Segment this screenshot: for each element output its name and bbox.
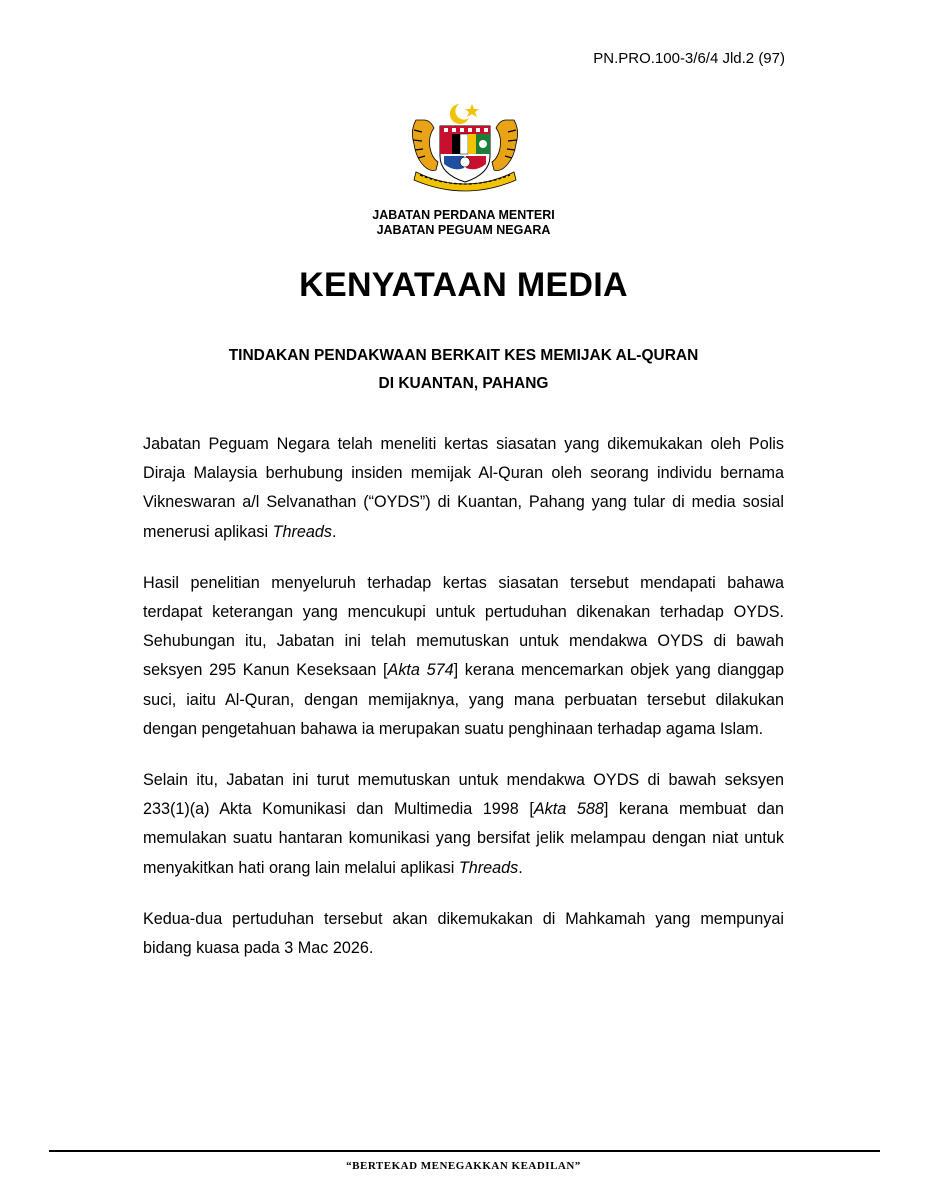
organization-line1: JABATAN PERDANA MENTERI xyxy=(372,208,555,222)
subtitle-line1: TINDAKAN PENDAKWAAN BERKAIT KES MEMIJAK AL-QURAN xyxy=(228,347,699,364)
subtitle xyxy=(0,342,927,398)
paragraph-2-text: Hasil penelitian menyeluruh terhadap kertas siasatan tersebut mendapati bahawa terdapat keterangan yang mencukupi untuk pertuduhan dikenakan terhadap OYDS. Sehubungan itu, Jabatan ini telah memutuskan untuk mendakwa OYDS di bawah seksyen 295 Kanun Keseksaan [ xyxy=(143,573,784,680)
malaysia-coat-of-arms-icon xyxy=(406,100,524,192)
footer-divider xyxy=(49,1150,880,1152)
reference-number: PN.PRO.100-3/6/4 Jld.2 (97) xyxy=(593,50,785,67)
paragraph-3-italic-2: Threads xyxy=(458,858,519,877)
paragraph-2-italic: Akta 574 xyxy=(387,661,454,680)
paragraph-3-italic: Akta 588 xyxy=(533,800,604,819)
paragraph-3-text-end: . xyxy=(518,858,523,877)
paragraph-3-text: Selain itu, Jabatan ini turut memutuskan untuk mendakwa OYDS di bawah seksyen 233(1)(a) Akta Komunikasi dan Multimedia 1998 [ xyxy=(143,771,784,819)
page-title: KENYATAAN MEDIA xyxy=(299,266,628,304)
paragraph-1-italic: Threads xyxy=(272,522,332,541)
organization-line2: JABATAN PEGUAM NEGARA xyxy=(376,223,551,237)
paragraph-4 xyxy=(143,905,784,963)
paragraph-3 xyxy=(143,766,784,883)
paragraph-4-text: Kedua-dua pertuduhan tersebut akan dikemukakan di Mahkamah yang mempunyai bidang kuasa pada 3 Mac 2026. xyxy=(143,909,784,958)
paragraph-1 xyxy=(143,430,784,547)
statement-body xyxy=(143,430,784,985)
subtitle-line2: DI KUANTAN, PAHANG xyxy=(378,375,549,392)
organization xyxy=(0,208,927,238)
paragraph-1-text-end: . xyxy=(331,522,337,541)
paragraph-2 xyxy=(143,569,784,744)
footer-motto: “BERTEKAD MENEGAKKAN KEADILAN” xyxy=(346,1160,581,1172)
paragraph-2-text-end: ] kerana mencemarkan objek yang dianggap suci, iaitu Al-Quran, dengan memijaknya, yang mana perbuatan tersebut dilakukan dengan pengetahuan bahawa ia merupakan suatu penghinaan terhadap agama Islam. xyxy=(143,661,784,738)
paragraph-3-text-mid: ] kerana membuat dan memulakan suatu hantaran komunikasi yang bersifat jelik melampau dengan niat untuk menyakitkan hati orang lain melalui aplikasi xyxy=(143,800,784,877)
paragraph-1-text: Jabatan Peguam Negara telah meneliti kertas siasatan yang dikemukakan oleh Polis Diraja Malaysia berhubung insiden memijak Al-Quran oleh seorang individu bernama Vikneswaran a/l Selvanathan (“OYDS”) di Kuantan, Pahang yang tular di media sosial menerusi aplikasi xyxy=(143,435,784,541)
